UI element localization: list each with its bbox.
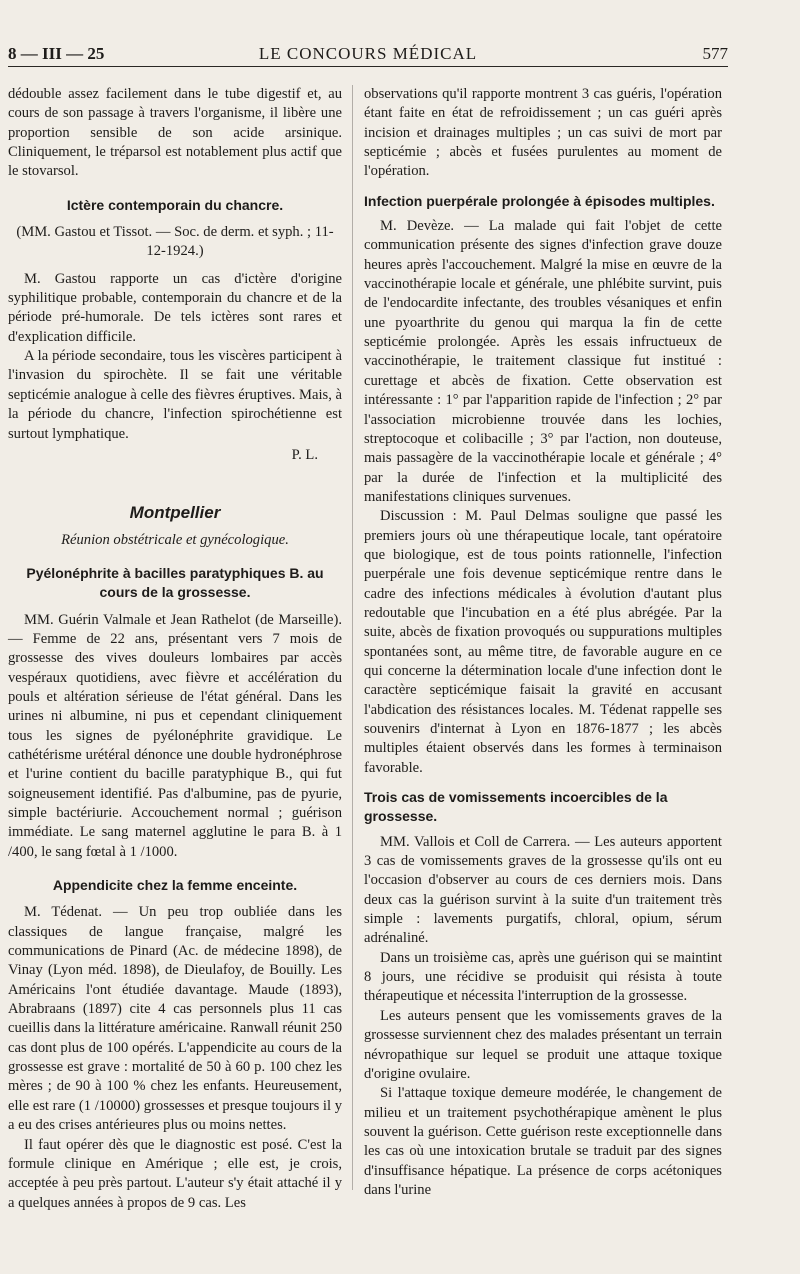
left-column (8, 85, 342, 1213)
paragraph: M. Gastou rapporte un cas d'ictère d'origine syphilitique probable, contemporain du chancre et de la période pré-humorale. De tels ictères sont rares et d'explication difficile. (8, 270, 342, 345)
paragraph: dédouble assez facilement dans le tube digestif et, au cours de son passage à travers l'organisme, il libère une proportion sensible de son acide arsinique. Cliniquement, le tréparsol est notablement plus actif que le stovarsol. (8, 86, 342, 180)
paragraph: Dans un troisième cas, après une guérison qui se maintint 8 jours, une récidive se produisit qui résista à toute thérapeutique et nécessita l'interruption de la grossesse. (364, 949, 722, 1005)
page-number: 577 (702, 44, 728, 63)
paragraph: M. Tédenat. — Un peu trop oubliée dans les classiques de langue française, malgré les communications de Pinard (Ac. de médecine 1898), de Vinay (Lyon méd. 1898), de Dieulafoy, de Bouilly. Les Américains l'ont étudiée davantage. Maude (1893), Abrabraans (1897) cite 4 cas personnels plus 11 cas cueillis dans la littérature américaine. Ranwall réunit 250 cas dont plus de 100 opérés. L'appendicite au cours de la grossesse est grave : mortalité de 50 à 60 p. 100 chez les mères ; de 90 à 100 % chez les enfants. Heureusement, elle est rare (1 /10000) grossesses et presque toujours il y a eu des crises antérieures plus ou moins nettes. (8, 904, 342, 1134)
page-header (8, 44, 728, 67)
section-heading: Pyélonéphrite à bacilles paratyphiques B. au cours de la grossesse. (26, 564, 324, 601)
section-reference: (MM. Gastou et Tissot. — Soc. de derm. et syph. ; 11-12-1924.) (16, 224, 334, 260)
right-column (364, 85, 722, 1200)
paragraph: Si l'attaque toxique demeure modérée, le changement de milieu et un traitement psychothérapique amènent le plus souvent la guérison. Cette guérison reste exceptionnelle dans les cas où une intoxication brutale se traduit par des signes d'insuffisance hépatique. La présence de corps acétoniques dans l'urine (364, 1085, 722, 1198)
section-heading: Trois cas de vomissements incoercibles de la grossesse. (364, 789, 668, 825)
section-heading: Infection puerpérale prolongée à épisodes multiples. (364, 192, 715, 209)
section-heading: Appendicite chez la femme enceinte. (52, 877, 298, 894)
paragraph: MM. Vallois et Coll de Carrera. — Les auteurs apportent 3 cas de vomissements graves de la grossesse qu'ils ont eu l'occasion d'observer au cours de ces derniers mois. Dans deux cas la guérison survint à la suite d'un traitement très simple : lavements purgatifs, chloral, opium, sérum adrénaliné. (364, 833, 722, 947)
meeting-subtitle: Réunion obstétricale et gynécologique. (61, 531, 289, 548)
paragraph: M. Devèze. — La malade qui fait l'objet de cette communication présente des signes d'infection grave douze heures après l'accouchement. Malgré la mise en œuvre de la vaccinothérapie locale et générale, une phlébite survint, puis de l'endocardite infectante, des troubles vésaniques et enfin une pyoarthrite du genou qui marqua la fin de cette septicémie prolongée. Après les essais infructueux de vaccinothérapie, le traitement classique fut institué : curettage et abcès de fixation. Cette observation est intéressante : 1° par l'apparition rapide de l'infection ; 2° par l'association microbienne trouvée dans les lochies, streptocoque et colibacille ; 3° par l'action, non douteuse, mais passagère de la vaccinothérapie locale et générale ; 4° par la durée de l'infection et la multiplicité des manifestations cliniques survenues. (364, 218, 722, 505)
paragraph: Les auteurs pensent que les vomissements graves de la grossesse surviennent chez des malades présentant un terrain névropathique sur lequel se produit une attaque toxique d'origine ovulaire. (364, 1007, 722, 1082)
journal-title: LE CONCOURS MÉDICAL (258, 44, 478, 63)
paragraph: observations qu'il rapporte montrent 3 cas guéris, l'opération étant faite en état de refroidissement ; un cas guéri après incision et drainages multiples ; un cas suivi de mort par septicémie ; abcès et fusées purulentes au moment de l'opération. (364, 86, 722, 180)
paragraph: A la période secondaire, tous les viscères participent à l'invasion du spirochète. Il se fait une véritable septicémie analogue à celle des fièvres éruptives. Mais, à la période du chancre, l'infection spirochétienne est surtout lymphatique. (8, 348, 342, 442)
city-heading: Montpellier (129, 503, 221, 523)
paragraph: MM. Guérin Valmale et Jean Rathelot (de Marseille). — Femme de 22 ans, présentant vers 7 mois de grossesse des vives douleurs lombaires par accès vespéraux quotidiens, avec fièvre et accélération du pouls et altération sérieuse de l'état général. Dans les urines ni albumine, ni pus et cependant cliniquement tous les signes de pyélonéphrite gravidique. Le cathétérisme urétéral dénonce une double hydronéphrose et l'urine contient du bacille paratyphique B., qui fut soigneusement identifié. Pas d'albumine, pas de pyurie, simple bactériurie. Accouchement normal ; guérison immédiate. Le sang maternel agglutine le para B. à 1 /400, le sang fœtal à 1 /1000. (8, 611, 342, 860)
section-heading: Ictère contemporain du chancre. (66, 196, 284, 213)
paragraph: Il faut opérer dès que le diagnostic est posé. C'est la formule clinique en Amérique ; elle est, je crois, acceptée à peu près partout. L'auteur s'y était attaché il y a quelques années à propos de 9 cas. Les (8, 1136, 342, 1211)
author-signature: P. L. (291, 446, 318, 463)
column-divider (352, 85, 353, 1190)
paragraph: Discussion : M. Paul Delmas souligne que passé les premiers jours où une thérapeutique locale, tant opératoire que biologique, est de tous points rationnelle, l'infection puerpérale une fois devenue septicémique rentre dans le cadre des infections médicales à évolution d'autant plus redoutable que l'incubation en a été plus abrégée. Par la suite, abcès de fixation provoqués ou suppurations multiples spontanées sont, au même titre, de favorable augure en ce qui concerne la détermination locale d'une infection dont le caractère septicémique faisait la gravité en accusant l'abdication des résistances locales. M. Tédenat rappelle ses souvenirs d'internat à Lyon en 1876-1877 ; les abcès multiples étaient observés dans les formes à terminaison favorable. (364, 508, 722, 776)
issue-date: 8 — III — 25 (8, 44, 105, 63)
